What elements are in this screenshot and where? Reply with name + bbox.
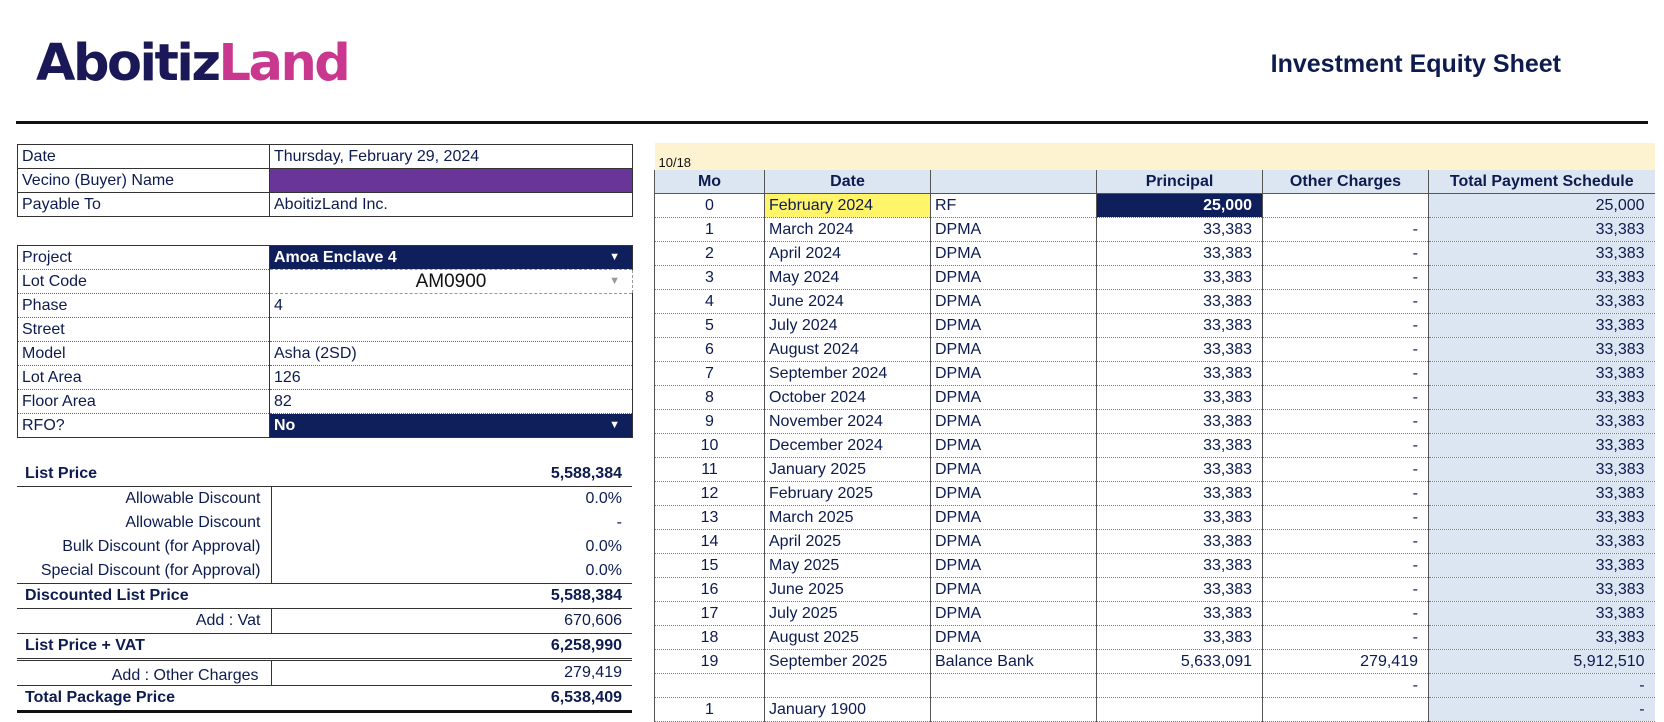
ratio-row	[655, 143, 1655, 170]
schedule-principal-cell[interactable]: 33,383	[1097, 266, 1263, 290]
schedule-type-cell[interactable]: DPMA	[931, 338, 1097, 362]
schedule-type-cell[interactable]: DPMA	[931, 362, 1097, 386]
date-row	[18, 145, 633, 169]
schedule-date-cell[interactable]	[765, 674, 931, 698]
schedule-mo-cell[interactable]: 6	[655, 338, 765, 362]
schedule-mo-cell[interactable]: 3	[655, 266, 765, 290]
lot-code-row	[18, 270, 633, 294]
schedule-body	[655, 194, 1655, 722]
schedule-principal-cell[interactable]: 33,383	[1097, 290, 1263, 314]
schedule-date-cell[interactable]: November 2024	[765, 410, 931, 434]
dropdown-arrow-icon[interactable]: ▼	[609, 419, 620, 431]
schedule-type-cell[interactable]: DPMA	[931, 458, 1097, 482]
schedule-other-charges-cell[interactable]: -	[1263, 458, 1429, 482]
schedule-date-cell[interactable]: April 2024	[765, 242, 931, 266]
schedule-mo-cell[interactable]: 13	[655, 506, 765, 530]
col-header-principal: Principal	[1097, 170, 1263, 194]
schedule-other-charges-cell[interactable]: -	[1263, 314, 1429, 338]
payment-schedule-table	[654, 143, 1655, 722]
schedule-total-cell[interactable]: 33,383	[1429, 290, 1655, 314]
col-header-total: Total Payment Schedule	[1429, 170, 1655, 194]
schedule-total-cell[interactable]: 5,912,510	[1429, 650, 1655, 674]
schedule-type-cell[interactable]: DPMA	[931, 530, 1097, 554]
schedule-total-cell[interactable]: 33,383	[1429, 458, 1655, 482]
schedule-date-cell[interactable]: May 2024	[765, 266, 931, 290]
schedule-date-cell[interactable]: October 2024	[765, 386, 931, 410]
schedule-other-charges-cell[interactable]: -	[1263, 266, 1429, 290]
schedule-type-cell[interactable]	[931, 698, 1097, 722]
vat-label: Add : Vat	[17, 609, 271, 634]
schedule-principal-cell[interactable]: 33,383	[1097, 626, 1263, 650]
schedule-principal-cell[interactable]: 33,383	[1097, 434, 1263, 458]
schedule-other-charges-cell[interactable]: -	[1263, 386, 1429, 410]
other-charges-label: Add : Other Charges	[17, 660, 271, 686]
list-price-vat-value: 6,258,990	[271, 634, 632, 660]
other-charges-value: 279,419	[564, 664, 622, 681]
schedule-mo-cell[interactable]: 2	[655, 242, 765, 266]
schedule-other-charges-cell[interactable]: -	[1263, 338, 1429, 362]
schedule-other-charges-cell[interactable]: 279,419	[1263, 650, 1429, 674]
allowable-discount-label: Allowable Discount	[17, 511, 271, 535]
schedule-other-charges-cell[interactable]: -	[1263, 602, 1429, 626]
schedule-other-charges-cell[interactable]	[1263, 194, 1429, 218]
table-row	[655, 266, 1655, 290]
schedule-mo-cell[interactable]: 5	[655, 314, 765, 338]
model-label: Model	[18, 342, 270, 366]
table-row	[655, 386, 1655, 410]
schedule-date-cell[interactable]: December 2024	[765, 434, 931, 458]
schedule-other-charges-cell[interactable]: -	[1263, 674, 1429, 698]
header-divider	[16, 121, 1648, 124]
schedule-total-cell[interactable]: 33,383	[1429, 362, 1655, 386]
lot-code-label: Lot Code	[18, 270, 270, 294]
lot-area-value[interactable]: 126	[270, 366, 633, 390]
date-value[interactable]: Thursday, February 29, 2024	[270, 145, 633, 169]
phase-row	[18, 294, 633, 318]
schedule-header-row	[655, 170, 1655, 194]
schedule-total-cell[interactable]: 33,383	[1429, 506, 1655, 530]
schedule-mo-cell[interactable]: 17	[655, 602, 765, 626]
col-header-type	[931, 170, 1097, 194]
dropdown-arrow-icon[interactable]: ▼	[609, 251, 620, 263]
bulk-discount-row	[17, 535, 632, 559]
schedule-principal-cell[interactable]: 5,633,091	[1097, 650, 1263, 674]
col-header-other-charges: Other Charges	[1263, 170, 1429, 194]
schedule-type-cell[interactable]: RF	[931, 194, 1097, 218]
table-row	[655, 602, 1655, 626]
schedule-mo-cell[interactable]: 11	[655, 458, 765, 482]
schedule-date-cell[interactable]: August 2024	[765, 338, 931, 362]
table-row	[655, 482, 1655, 506]
table-row	[655, 626, 1655, 650]
list-price-row	[17, 462, 632, 487]
table-row	[655, 242, 1655, 266]
schedule-date-cell[interactable]: September 2025	[765, 650, 931, 674]
schedule-date-cell[interactable]: June 2024	[765, 290, 931, 314]
table-row	[655, 506, 1655, 530]
special-discount-value[interactable]: 0.0%	[585, 562, 622, 579]
bulk-discount-label: Bulk Discount (for Approval)	[17, 535, 271, 559]
col-header-mo: Mo	[655, 170, 765, 194]
lot-code-value: AM0900	[415, 270, 487, 292]
schedule-type-cell[interactable]: DPMA	[931, 410, 1097, 434]
schedule-other-charges-cell[interactable]: -	[1263, 482, 1429, 506]
list-price-vat-label: List Price + VAT	[17, 634, 271, 660]
logo-text-land: Land	[218, 34, 349, 93]
table-row	[655, 194, 1655, 218]
schedule-other-charges-cell[interactable]: -	[1263, 626, 1429, 650]
list-price-label: List Price	[17, 462, 271, 487]
payable-label: Payable To	[18, 193, 270, 217]
lot-area-label: Lot Area	[18, 366, 270, 390]
schedule-principal-cell[interactable]: 33,383	[1097, 530, 1263, 554]
schedule-other-charges-cell[interactable]: -	[1263, 506, 1429, 530]
model-value[interactable]: Asha (2SD)	[270, 342, 633, 366]
floor-area-label: Floor Area	[18, 390, 270, 414]
rfo-label: RFO?	[18, 414, 270, 438]
schedule-principal-cell[interactable]: 33,383	[1097, 554, 1263, 578]
schedule-mo-cell[interactable]: 18	[655, 626, 765, 650]
table-row	[655, 674, 1655, 698]
table-row	[655, 362, 1655, 386]
special-discount-label: Special Discount (for Approval)	[17, 559, 271, 584]
schedule-type-cell[interactable]	[931, 674, 1097, 698]
project-dropdown[interactable]	[270, 246, 633, 270]
allowable-discount-row-2	[17, 511, 632, 535]
table-row	[655, 578, 1655, 602]
rfo-value: No	[274, 416, 296, 434]
ratio-label: 10/18	[655, 143, 1655, 170]
model-row	[18, 342, 633, 366]
phase-value[interactable]: 4	[270, 294, 633, 318]
buyer-row	[18, 169, 633, 193]
table-row	[655, 218, 1655, 242]
schedule-type-cell[interactable]: DPMA	[931, 242, 1097, 266]
table-row	[655, 410, 1655, 434]
schedule-date-cell[interactable]: June 2025	[765, 578, 931, 602]
project-row	[18, 246, 633, 270]
lot-area-row	[18, 366, 633, 390]
schedule-principal-cell[interactable]: 33,383	[1097, 314, 1263, 338]
bulk-discount-value[interactable]: 0.0%	[585, 538, 622, 555]
floor-area-row	[18, 390, 633, 414]
schedule-other-charges-cell[interactable]	[1263, 698, 1429, 722]
pricing-table	[17, 462, 632, 713]
buyer-info-table	[17, 144, 633, 217]
schedule-date-cell[interactable]: January 2025	[765, 458, 931, 482]
discounted-list-price-label: Discounted List Price	[17, 584, 271, 609]
schedule-mo-cell[interactable]: 12	[655, 482, 765, 506]
payable-row	[18, 193, 633, 217]
schedule-type-cell[interactable]: DPMA	[931, 434, 1097, 458]
schedule-total-cell[interactable]: -	[1429, 698, 1655, 722]
schedule-total-cell[interactable]: 33,383	[1429, 578, 1655, 602]
rfo-row	[18, 414, 633, 438]
schedule-total-cell[interactable]: 33,383	[1429, 530, 1655, 554]
schedule-total-cell[interactable]: 33,383	[1429, 338, 1655, 362]
schedule-type-cell[interactable]: DPMA	[931, 602, 1097, 626]
schedule-date-cell[interactable]: January 1900	[765, 698, 931, 722]
aboitizland-logo	[36, 34, 349, 93]
schedule-total-cell[interactable]: 33,383	[1429, 242, 1655, 266]
street-label: Street	[18, 318, 270, 342]
vat-value: 670,606	[564, 612, 622, 629]
schedule-principal-cell[interactable]: 33,383	[1097, 386, 1263, 410]
schedule-mo-cell[interactable]: 0	[655, 194, 765, 218]
project-label: Project	[18, 246, 270, 270]
schedule-mo-cell[interactable]: 8	[655, 386, 765, 410]
allowable-discount-row-1	[17, 487, 632, 512]
schedule-other-charges-cell[interactable]: -	[1263, 578, 1429, 602]
schedule-total-cell[interactable]: 33,383	[1429, 626, 1655, 650]
schedule-date-cell[interactable]: May 2025	[765, 554, 931, 578]
schedule-type-cell[interactable]: Balance Bank	[931, 650, 1097, 674]
lot-code-dropdown[interactable]	[270, 270, 633, 294]
logo-text-aboitiz: Aboitiz	[36, 34, 219, 93]
table-row	[655, 290, 1655, 314]
schedule-type-cell[interactable]: DPMA	[931, 482, 1097, 506]
schedule-date-cell[interactable]: February 2025	[765, 482, 931, 506]
project-value: Amoa Enclave 4	[274, 248, 397, 266]
street-row	[18, 318, 633, 342]
allowable-discount-value[interactable]: -	[616, 514, 622, 531]
schedule-total-cell[interactable]: 33,383	[1429, 410, 1655, 434]
schedule-principal-cell[interactable]: 33,383	[1097, 578, 1263, 602]
schedule-principal-cell[interactable]: 33,383	[1097, 338, 1263, 362]
schedule-mo-cell[interactable]: 1	[655, 218, 765, 242]
schedule-type-cell[interactable]: DPMA	[931, 386, 1097, 410]
schedule-mo-cell[interactable]: 9	[655, 410, 765, 434]
schedule-total-cell[interactable]: 33,383	[1429, 218, 1655, 242]
schedule-mo-cell[interactable]: 4	[655, 290, 765, 314]
property-table	[17, 245, 633, 438]
schedule-mo-cell[interactable]: 19	[655, 650, 765, 674]
schedule-date-cell[interactable]: August 2025	[765, 626, 931, 650]
schedule-date-cell[interactable]: March 2024	[765, 218, 931, 242]
discounted-list-price-value: 5,588,384	[271, 584, 632, 609]
schedule-other-charges-cell[interactable]: -	[1263, 554, 1429, 578]
total-package-value: 6,538,409	[271, 686, 632, 712]
list-price-value: 5,588,384	[271, 462, 632, 487]
schedule-total-cell[interactable]: 33,383	[1429, 482, 1655, 506]
schedule-total-cell[interactable]: 33,383	[1429, 386, 1655, 410]
schedule-type-cell[interactable]: DPMA	[931, 266, 1097, 290]
schedule-date-cell[interactable]: March 2025	[765, 506, 931, 530]
schedule-mo-cell[interactable]: 10	[655, 434, 765, 458]
schedule-total-cell[interactable]: 33,383	[1429, 602, 1655, 626]
schedule-total-cell[interactable]: 33,383	[1429, 266, 1655, 290]
schedule-principal-cell[interactable]	[1097, 674, 1263, 698]
schedule-other-charges-cell[interactable]: -	[1263, 218, 1429, 242]
schedule-type-cell[interactable]: DPMA	[931, 626, 1097, 650]
schedule-total-cell[interactable]: -	[1429, 674, 1655, 698]
schedule-other-charges-cell[interactable]: -	[1263, 434, 1429, 458]
schedule-mo-cell[interactable]: 16	[655, 578, 765, 602]
table-row	[655, 314, 1655, 338]
col-header-date: Date	[765, 170, 931, 194]
payable-value[interactable]: AboitizLand Inc.	[270, 193, 633, 217]
schedule-total-cell[interactable]: 33,383	[1429, 554, 1655, 578]
schedule-type-cell[interactable]: DPMA	[931, 578, 1097, 602]
phase-label: Phase	[18, 294, 270, 318]
schedule-principal-cell[interactable]: 33,383	[1097, 506, 1263, 530]
schedule-total-cell[interactable]: 33,383	[1429, 314, 1655, 338]
schedule-type-cell[interactable]: DPMA	[931, 506, 1097, 530]
table-row	[655, 650, 1655, 674]
schedule-other-charges-cell[interactable]: -	[1263, 242, 1429, 266]
list-price-vat-row	[17, 634, 632, 660]
schedule-mo-cell[interactable]: 7	[655, 362, 765, 386]
schedule-other-charges-cell[interactable]: -	[1263, 362, 1429, 386]
table-row	[655, 338, 1655, 362]
rfo-dropdown[interactable]	[270, 414, 633, 438]
special-discount-row	[17, 559, 632, 584]
schedule-type-cell[interactable]: DPMA	[931, 218, 1097, 242]
schedule-other-charges-cell[interactable]: -	[1263, 290, 1429, 314]
schedule-mo-cell[interactable]: 1	[655, 698, 765, 722]
schedule-mo-cell[interactable]: 15	[655, 554, 765, 578]
table-row	[655, 458, 1655, 482]
schedule-date-cell[interactable]: July 2025	[765, 602, 931, 626]
schedule-date-cell[interactable]: February 2024	[765, 194, 931, 218]
schedule-type-cell[interactable]: DPMA	[931, 314, 1097, 338]
schedule-principal-cell[interactable]: 33,383	[1097, 242, 1263, 266]
schedule-date-cell[interactable]: September 2024	[765, 362, 931, 386]
buyer-name-input[interactable]	[270, 169, 633, 193]
schedule-total-cell[interactable]: 25,000	[1429, 194, 1655, 218]
total-package-row	[17, 686, 632, 712]
other-charges-row	[17, 660, 632, 686]
table-row	[655, 434, 1655, 458]
schedule-other-charges-cell[interactable]: -	[1263, 410, 1429, 434]
schedule-type-cell[interactable]: DPMA	[931, 290, 1097, 314]
schedule-type-cell[interactable]: DPMA	[931, 554, 1097, 578]
schedule-principal-cell[interactable]: 33,383	[1097, 362, 1263, 386]
floor-area-value[interactable]: 82	[270, 390, 633, 414]
schedule-date-cell[interactable]: April 2025	[765, 530, 931, 554]
schedule-mo-cell[interactable]: 14	[655, 530, 765, 554]
vat-row	[17, 609, 632, 634]
allowable-discount-label: Allowable Discount	[17, 487, 271, 512]
street-value[interactable]	[270, 318, 633, 342]
schedule-principal-cell[interactable]: 33,383	[1097, 410, 1263, 434]
schedule-mo-cell[interactable]	[655, 674, 765, 698]
dropdown-arrow-icon[interactable]: ▼	[609, 275, 620, 287]
schedule-total-cell[interactable]: 33,383	[1429, 434, 1655, 458]
schedule-principal-cell[interactable]: 33,383	[1097, 602, 1263, 626]
allowable-discount-value[interactable]: 0.0%	[585, 490, 622, 507]
date-label: Date	[18, 145, 270, 169]
table-row	[655, 554, 1655, 578]
schedule-principal-cell[interactable]	[1097, 698, 1263, 722]
total-package-label: Total Package Price	[17, 686, 271, 712]
table-row	[655, 698, 1655, 722]
schedule-other-charges-cell[interactable]: -	[1263, 530, 1429, 554]
sheet-title: Investment Equity Sheet	[1270, 50, 1561, 78]
schedule-date-cell[interactable]: July 2024	[765, 314, 931, 338]
schedule-principal-cell[interactable]: 33,383	[1097, 482, 1263, 506]
table-row	[655, 530, 1655, 554]
schedule-principal-cell[interactable]: 33,383	[1097, 458, 1263, 482]
schedule-principal-cell[interactable]: 33,383	[1097, 218, 1263, 242]
discounted-list-price-row	[17, 584, 632, 609]
schedule-principal-cell[interactable]: 25,000	[1097, 194, 1263, 218]
buyer-label: Vecino (Buyer) Name	[18, 169, 270, 193]
